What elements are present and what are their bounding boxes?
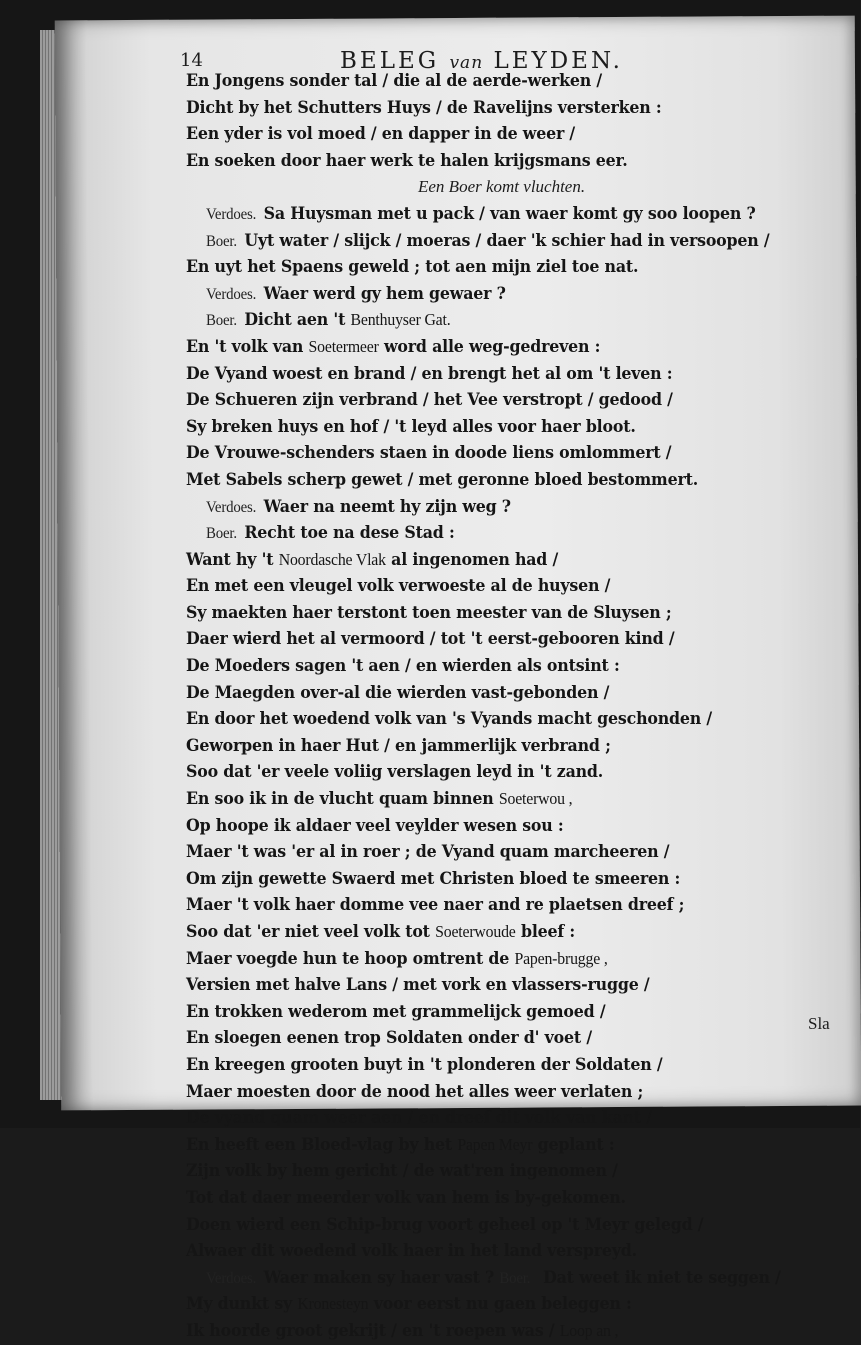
- roman-text: Papen Meyr: [457, 1134, 533, 1154]
- text-line: [186, 626, 806, 653]
- line-text: Waer werd gy hem gewaer ?: [263, 283, 506, 304]
- line-text: Uyt water / slijck / moeras / daer 'k schier had in versoopen /: [244, 230, 770, 251]
- text-line: [186, 786, 806, 813]
- verse-line: [186, 121, 575, 148]
- line-text: En Jongens sonder tal / die al de aerde-werken /: [186, 71, 602, 91]
- text-line: [186, 174, 806, 201]
- verse-line: [186, 866, 680, 893]
- verse-line: [186, 1185, 626, 1212]
- verse-line: [186, 892, 684, 919]
- verse-line: [186, 1052, 663, 1079]
- text-line: [186, 547, 806, 574]
- speaker-name: Boer.: [206, 525, 237, 543]
- verse-line: [186, 919, 575, 946]
- verse-line: [186, 1291, 632, 1318]
- verse-line: [206, 307, 450, 335]
- text-line: [186, 1291, 806, 1318]
- verse-line: [186, 414, 636, 441]
- verse-line: [186, 1158, 618, 1185]
- line-text: En trokken wederom met grammelijck gemoed /: [186, 1001, 606, 1022]
- text-line: [186, 467, 806, 494]
- verse-line: [186, 839, 669, 866]
- verse-line: [186, 95, 662, 122]
- verse-line: [186, 573, 610, 600]
- line-text: geplant :: [537, 1134, 615, 1155]
- line-text: De Maegden over-al die wierden vast-gebonden /: [186, 682, 610, 703]
- line-text: Dat weet ik niet te seggen /: [543, 1267, 781, 1288]
- text-line: [186, 1105, 806, 1132]
- text-line: [186, 1158, 806, 1185]
- verse-line: [206, 520, 455, 548]
- text-line: [186, 706, 806, 733]
- text-line: [186, 1238, 806, 1265]
- text-line: [186, 1132, 806, 1159]
- verse-line: [186, 706, 712, 733]
- text-line: [186, 254, 806, 281]
- roman-text: Benthuyser Gat.: [350, 310, 451, 330]
- line-text: En door het woedend volk van 's Vyands macht geschonden /: [186, 709, 713, 730]
- line-text: voor eerst nu gaen beleggen :: [373, 1294, 632, 1315]
- text-line: [186, 653, 806, 680]
- running-title-part1: BELEG: [340, 48, 440, 74]
- line-text: al ingenomen had /: [391, 549, 559, 570]
- text-line: [186, 759, 806, 786]
- line-text: Recht toe na dese Stad :: [244, 523, 455, 544]
- verse-line: [186, 759, 603, 786]
- line-text: De Vyand woest en brand / en brengt het al om 't leven :: [186, 363, 673, 384]
- verse-line: [186, 653, 620, 680]
- line-text: Alwaer dit woedend volk haer in het land verspreyd.: [186, 1241, 637, 1262]
- text-line: [186, 972, 806, 999]
- line-text: Maer moesten door de nood het alles weer verlaten ;: [186, 1081, 644, 1102]
- line-text: Want hy 't: [186, 549, 274, 570]
- line-text: Sy breken huys en hof / 't leyd alles voor haer bloot.: [186, 416, 636, 437]
- speaker-name: Verdoes.: [206, 285, 257, 303]
- line-text: De vyand quam weer aen / en dreef dit volk van kant /: [186, 1108, 652, 1129]
- line-text: Sy maekten haer terstont toen meester van de Sluysen ;: [186, 602, 672, 623]
- speaker-name: Boer.: [499, 1269, 531, 1287]
- text-line: [186, 733, 806, 760]
- verse-line: [186, 626, 674, 653]
- verse-line: [186, 547, 558, 574]
- verse-line: [186, 387, 673, 414]
- text-line: [186, 573, 806, 600]
- line-text: Versien met halve Lans / met vork en vlassers-rugge /: [186, 975, 650, 996]
- verse-line: [186, 1212, 703, 1239]
- text-line: [186, 892, 806, 919]
- line-text: En soeken door haer werk te halen krijgsmans eer.: [186, 150, 628, 171]
- verse-line: [186, 361, 672, 388]
- text-line: [186, 1079, 806, 1106]
- text-line: [186, 148, 806, 175]
- verse-line: [186, 1105, 652, 1132]
- text-line: [186, 999, 806, 1026]
- verse-line: [186, 467, 698, 494]
- text-line: [186, 1212, 806, 1239]
- text-line: [186, 866, 806, 893]
- text-line: [186, 1025, 806, 1052]
- roman-text: Soeterwou ,: [498, 789, 573, 809]
- line-text: Op hoope ik aldaer veel veylder wesen sou :: [186, 815, 564, 836]
- verse-line: [186, 1132, 614, 1159]
- verse-line: [206, 1265, 781, 1293]
- verse-line: [186, 946, 608, 973]
- line-text: En uyt het Spaens geweld ; tot aen mijn ziel toe nat.: [186, 257, 639, 278]
- speaker-name: Verdoes.: [206, 498, 257, 516]
- line-text: Dicht aen 't: [244, 310, 346, 331]
- line-text: En soo ik in de vlucht quam binnen: [186, 789, 494, 810]
- verse-line: [186, 334, 600, 361]
- running-title-part2: van: [449, 53, 484, 73]
- text-line: [186, 680, 806, 707]
- line-text: Daer wierd het al vermoord / tot 't eerst-gebooren kind /: [186, 629, 675, 650]
- line-text: En kreegen grooten buyt in 't plonderen der Soldaten /: [186, 1054, 663, 1075]
- line-text: Soo dat 'er veele voliig verslagen leyd in 't zand.: [186, 762, 604, 783]
- text-line: [186, 201, 806, 228]
- text-line: [186, 494, 806, 521]
- line-text: Maer voegde hun te hoop omtrent de: [186, 948, 510, 969]
- text-line: [186, 839, 806, 866]
- line-text: Doen wierd een Schip-brug voort geheel op 't Meyr gelegd /: [186, 1214, 704, 1235]
- line-text: Waer na neemt hy zijn weg ?: [263, 496, 511, 517]
- line-text: De Vrouwe-schenders staen in doode liens omlommert /: [186, 443, 672, 464]
- verse-line: [186, 786, 572, 813]
- line-text: En sloegen eenen trop Soldaten onder d' voet /: [186, 1028, 592, 1049]
- line-text: Ik hoorde groot gekrijt / en 't roepen was /: [186, 1320, 555, 1341]
- text-line: [186, 1318, 806, 1345]
- text-line: [186, 600, 806, 627]
- verse-line: [186, 68, 602, 95]
- verse-line: [186, 972, 649, 999]
- verse-line: [186, 1318, 618, 1345]
- text-line: [186, 95, 806, 122]
- line-text: En met een vleugel volk verwoeste al de huysen /: [186, 576, 611, 597]
- line-text: De Moeders sagen 't aen / en wierden als ontsint :: [186, 656, 620, 677]
- line-text: bleef :: [520, 922, 575, 942]
- text-line: [186, 414, 806, 441]
- roman-text: Papen-brugge ,: [514, 948, 608, 968]
- line-text: word alle weg-gedreven :: [383, 336, 601, 357]
- verse-line: [186, 1025, 592, 1052]
- verse-text-block: [186, 68, 806, 1345]
- line-text: My dunkt sy: [186, 1294, 293, 1315]
- text-line: [186, 307, 806, 334]
- verse-line: [206, 228, 769, 256]
- line-text: Om zijn gewette Swaerd met Christen bloed te smeeren :: [186, 868, 681, 889]
- text-line: [186, 813, 806, 840]
- verse-line: [206, 281, 506, 309]
- line-text: Met Sabels scherp gewet / met geronne bloed bestommert.: [186, 469, 699, 490]
- line-text: Een yder is vol moed / en dapper in de weer /: [186, 124, 576, 145]
- verse-line: [186, 440, 671, 467]
- roman-text: Loop an ,: [559, 1320, 619, 1340]
- text-line: [186, 1052, 806, 1079]
- line-text: En heeft een Bloed-vlag by het: [186, 1134, 452, 1155]
- text-line: [186, 387, 806, 414]
- verse-line: [186, 680, 609, 707]
- line-text: Geworpen in haer Hut / en jammerlijk verbrand ;: [186, 735, 611, 756]
- line-text: De Schueren zijn verbrand / het Vee verstropt / gedood /: [186, 390, 673, 411]
- line-text: Waer maken sy haer vast ?: [263, 1267, 495, 1288]
- text-line: [186, 1265, 806, 1292]
- line-text: Sa Huysman met u pack / van waer komt gy soo loopen ?: [263, 203, 756, 224]
- text-line: [186, 946, 806, 973]
- line-text: Maer 't was 'er al in roer ; de Vyand quam marcheeren /: [186, 842, 670, 863]
- verse-line: [186, 999, 605, 1026]
- speaker-name: Verdoes.: [206, 205, 257, 223]
- text-line: [186, 919, 806, 946]
- text-line: [186, 440, 806, 467]
- roman-text: Kronesteyn: [297, 1294, 369, 1314]
- line-text: Soo dat 'er niet veel volk tot: [186, 922, 430, 942]
- text-line: [186, 228, 806, 255]
- speaker-name: Boer.: [206, 312, 237, 330]
- line-text: En 't volk van: [186, 336, 304, 357]
- verse-line: [186, 1238, 637, 1265]
- text-line: [186, 1185, 806, 1212]
- roman-text: Soeterwoude: [435, 922, 516, 941]
- verse-line: [186, 733, 611, 760]
- stage-direction: [418, 177, 585, 196]
- verse-line: [186, 813, 564, 840]
- text-line: [186, 68, 806, 95]
- text-line: [186, 334, 806, 361]
- line-text: Dicht by het Schutters Huys / de Ravelijns versterken :: [186, 97, 662, 118]
- verse-line: [186, 1079, 643, 1106]
- running-title-part3: LEYDEN.: [493, 48, 623, 74]
- verse-line: [186, 148, 628, 175]
- line-text: Tot dat daer meerder volk van hem is by-gekomen.: [186, 1187, 626, 1208]
- speaker-name: Boer.: [206, 232, 237, 250]
- catchword: Sla: [808, 1014, 830, 1033]
- text-line: [186, 361, 806, 388]
- verse-line: [206, 494, 511, 522]
- line-text: Maer 't volk haer domme vee naer and re plaetsen dreef ;: [186, 895, 685, 916]
- verse-line: [206, 201, 756, 229]
- roman-text: Noordasche Vlak: [278, 549, 386, 569]
- line-text: Zijn volk by hem gericht / de wat'ren ingenomen /: [186, 1161, 618, 1182]
- line-text: Een Boer komt vluchten.: [418, 177, 586, 197]
- text-line: [186, 281, 806, 308]
- roman-text: Soetermeer: [308, 336, 379, 356]
- page-number: 14: [180, 50, 203, 71]
- speaker-name: Verdoes.: [206, 1269, 257, 1287]
- verse-line: [186, 600, 672, 627]
- verse-line: [186, 254, 638, 281]
- text-line: [186, 520, 806, 547]
- text-line: [186, 121, 806, 148]
